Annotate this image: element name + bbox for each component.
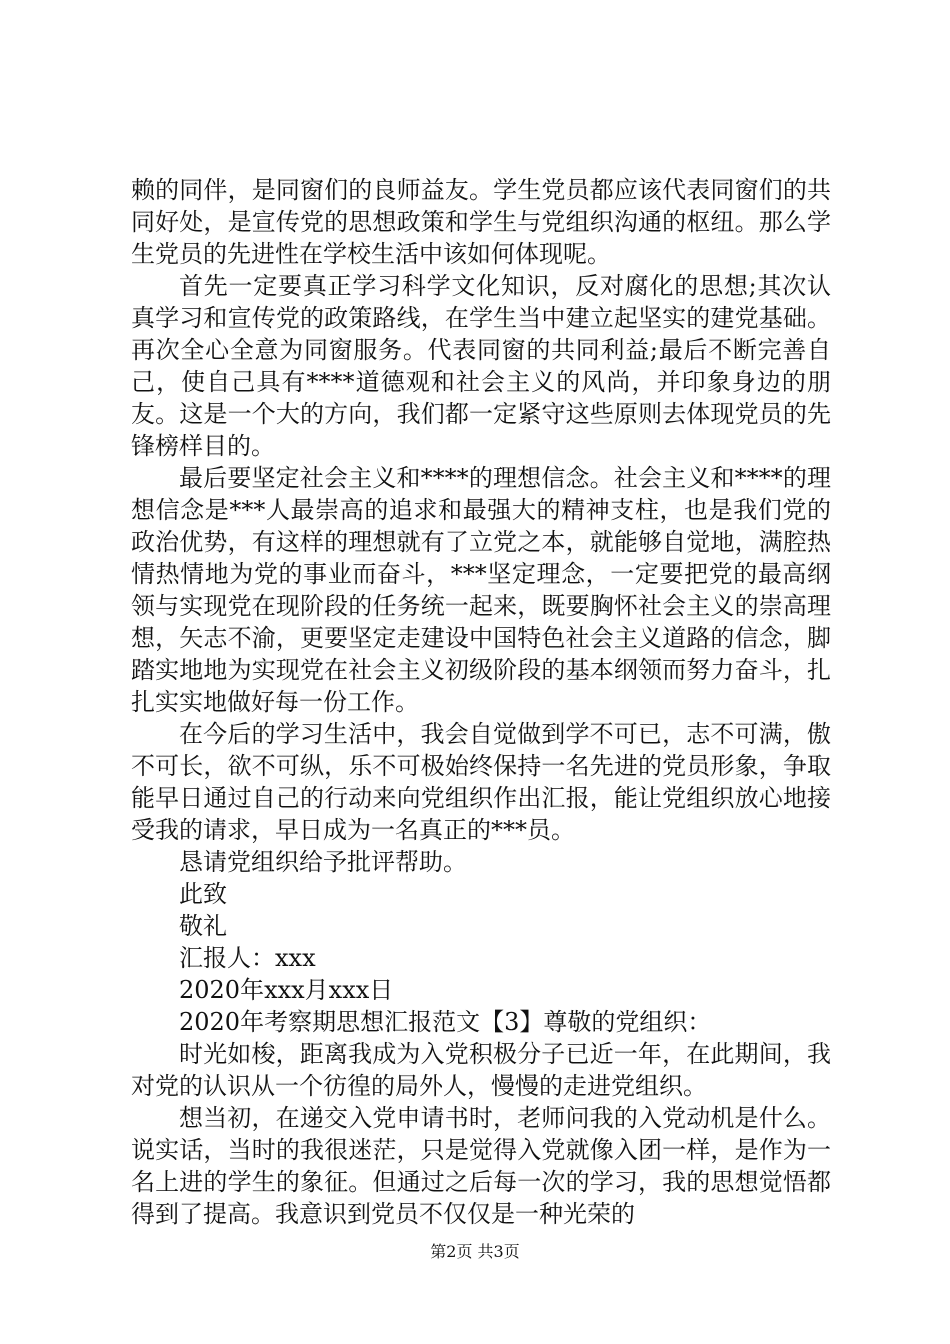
reporter-line: 汇报人：xxx bbox=[179, 944, 316, 972]
date-line: 2020年xxx月xxx日 bbox=[179, 976, 394, 1004]
next-section-title: 2020年考察期思想汇报范文【3】尊敬的党组织： bbox=[179, 1008, 712, 1036]
closing-regards: 敬礼 bbox=[179, 912, 227, 940]
paragraph-time-flies: 时光如梭，距离我成为入党积极分子已近一年，在此期间，我对党的认识从一个彷徨的局外人，慢慢的走进党组织。 bbox=[131, 1040, 831, 1100]
page-footer: 第2页 共3页 bbox=[430, 1242, 520, 1261]
paragraph-ideals: 最后要坚定社会主义和****的理想信念。社会主义和****的理想信念是***人最崇高的追求和最强大的精神支柱，也是我们党的政治优势，有这样的理想就有了立党之本，就能够自觉地，满腔热情热情地为党的事业而奋斗，***坚定理念，一定要把党的最高纲领与实现党在现阶段的任务统一起来，既要胸怀社会主义的崇高理想，矢志不渝，更要坚定走建设中国特色社会主义道路的信念，脚踏实地地为实现党在社会主义初级阶段的基本纲领而努力奋斗，扎扎实实地做好每一份工作。 bbox=[131, 464, 831, 716]
paragraph-continuation: 赖的同伴，是同窗们的良师益友。学生党员都应该代表同窗们的共同好处，是宣传党的思想政策和学生与党组织沟通的枢纽。那么学生党员的先进性在学校生活中该如何体现呢。 bbox=[131, 176, 831, 268]
paragraph-motivation: 想当初，在递交入党申请书时，老师问我的入党动机是什么。说实话，当时的我很迷茫，只是觉得入党就像入团一样，是作为一名上进的学生的象征。但通过之后每一次的学习，我的思想觉悟都得到了提高。我意识到党员不仅仅是一种光荣的 bbox=[131, 1104, 831, 1228]
paragraph-first-then: 首先一定要真正学习科学文化知识，反对腐化的思想;其次认真学习和宣传党的政策路线，在学生当中建立起坚实的建党基础。再次全心全意为同窗服务。代表同窗的共同利益;最后不断完善自己，使自己具有****道德观和社会主义的风尚，并印象身边的朋友。这是一个大的方向，我们都一定紧守这些原则去体现党员的先锋榜样目的。 bbox=[131, 272, 831, 460]
closing-salutation: 此致 bbox=[179, 880, 227, 908]
document-body bbox=[131, 174, 831, 1230]
closing-request: 恳请党组织给予批评帮助。 bbox=[179, 848, 467, 876]
paragraph-future: 在今后的学习生活中，我会自觉做到学不可已，志不可满，傲不可长，欲不可纵，乐不可极始终保持一名先进的党员形象，争取能早日通过自己的行动来向党组织作出汇报，能让党组织放心地接受我的请求，早日成为一名真正的***员。 bbox=[131, 720, 831, 844]
